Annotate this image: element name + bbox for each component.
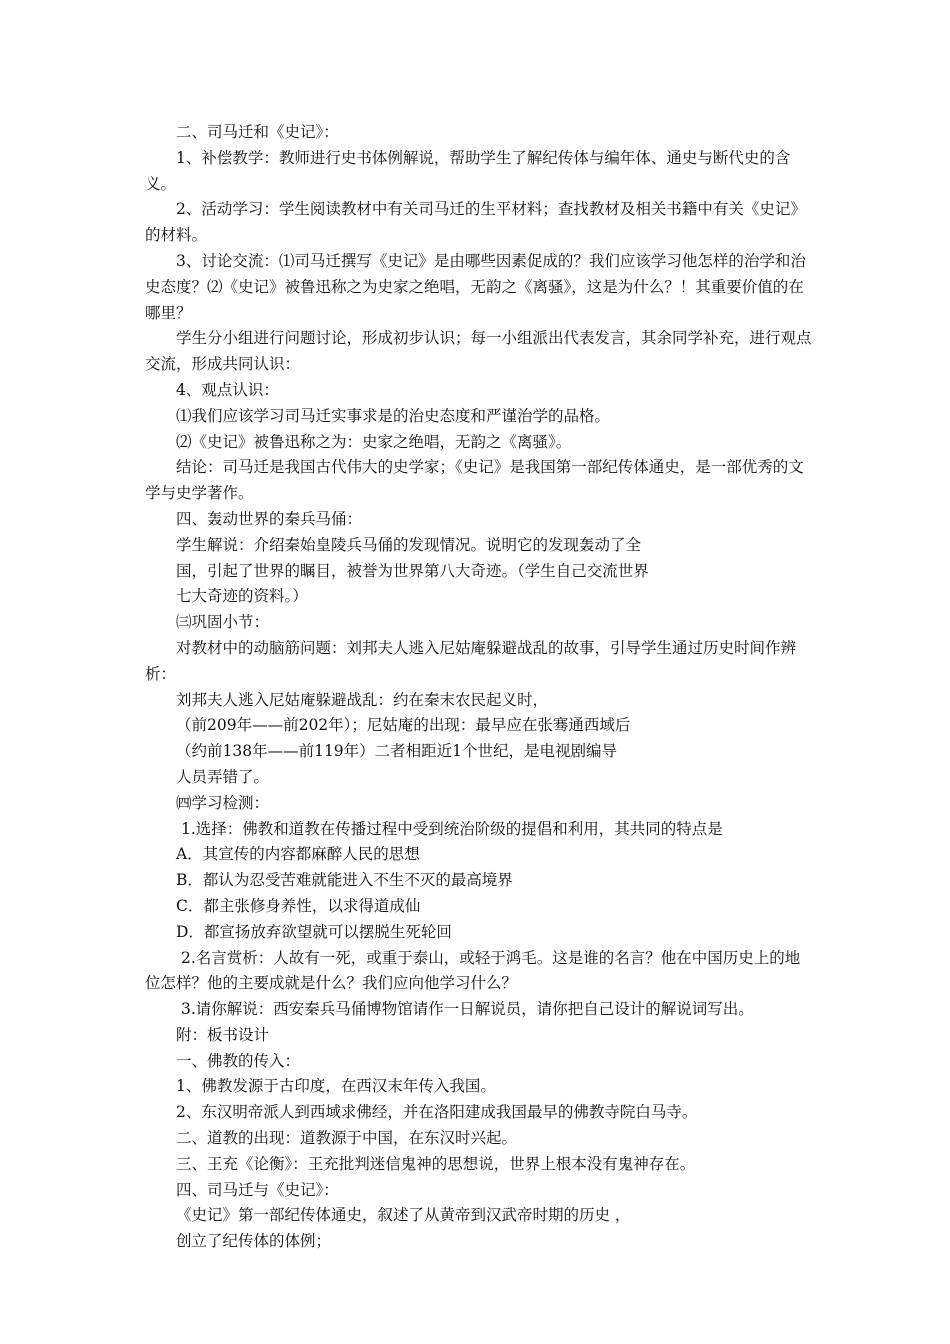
paragraph: 3、讨论交流：⑴司马迁撰写《史记》是由哪些因素促成的？我们应该学习他怎样的治学和治史态度？⑵《史记》被鲁迅称之为史家之绝唱，无韵之《离骚》，这是为什么？！其重要价值的在哪里？ [145, 251, 806, 322]
paragraph: 二、道教的出现：道教源于中国，在东汉时兴起。 [176, 1129, 518, 1148]
paragraph: 1、补偿教学：教师进行史书体例解说，帮助学生了解纪传体与编年体、通史与断代史的含义。 [145, 148, 791, 193]
paragraph: 学生解说：介绍秦始皇陵兵马俑的发现情况。说明它的发现轰动了全 [176, 535, 642, 554]
paragraph: 人员弄错了。 [176, 767, 270, 786]
paragraph: 一、佛教的传入： [176, 1051, 301, 1070]
paragraph: 附：板书设计 [176, 1025, 270, 1044]
paragraph: 学生分小组进行问题讨论，形成初步认识；每一小组派出代表发言，其余同学补充，进行观点交流，形成共同认识： [145, 329, 812, 374]
paragraph: 三、王充《论衡》：王充批判迷信鬼神的思想说，世界上根本没有鬼神存在。 [176, 1154, 696, 1173]
paragraph: 结论：司马迁是我国古代伟大的史学家；《史记》是我国第一部纪传体通史，是一部优秀的文学与史学著作。 [145, 458, 804, 503]
paragraph: 1、佛教发源于古印度，在西汉末年传入我国。 [176, 1077, 496, 1096]
paragraph: C．都主张修身养性，以求得道成仙 [176, 896, 421, 915]
paragraph: 1.选择：佛教和道教在传播过程中受到统治阶级的提倡和利用，其共同的特点是 [181, 819, 723, 838]
document-body [145, 120, 815, 1255]
paragraph: 2、东汉明帝派人到西域求佛经，并在洛阳建成我国最早的佛教寺院白马寺。 [176, 1103, 698, 1122]
paragraph: ⑴我们应该学习司马迁实事求是的治史态度和严谨治学的品格。 [176, 406, 611, 425]
paragraph: 对教材中的动脑筋问题：刘邦夫人逃入尼姑庵躲避战乱的故事，引导学生通过历史时间作辨析： [145, 638, 797, 683]
paragraph: ㈣学习检测： [176, 793, 270, 812]
paragraph: 《史记》第一部纪传体通史，叙述了从黄帝到汉武帝时期的历史 ， [176, 1206, 631, 1225]
paragraph: ⑵《史记》被鲁迅称之为：史家之绝唱，无韵之《离骚》。 [176, 432, 572, 451]
paragraph: （约前138年——前119年）二者相距近1个世纪，是电视剧编导 [176, 742, 618, 761]
paragraph: 2、活动学习：学生阅读教材中有关司马迁的生平材料；查找教材及相关书籍中有关《史记》的材料。 [145, 200, 806, 245]
paragraph: 二、司马迁和《史记》： [176, 123, 339, 141]
paragraph: 2.名言赏析：人故有一死，或重于泰山，或轻于鸿毛。这是谁的名言？他在中国历史上的地位怎样？他的主要成就是什么？我们应向他学习什么？ [145, 948, 801, 993]
paragraph: 3.请你解说：西安秦兵马俑博物馆请作一日解说员，请你把自己设计的解说词写出。 [181, 1000, 754, 1019]
paragraph: 七大奇迹的资料。） [176, 587, 308, 606]
paragraph: B．都认为忍受苦难就能进入不生不灭的最高境界 [176, 871, 513, 890]
paragraph: 刘邦夫人逃入尼姑庵躲避战乱：约在秦末农民起义时， [176, 690, 549, 709]
paragraph: D．都宣扬放弃欲望就可以摆脱生死轮回 [176, 922, 452, 941]
paragraph: ㈢巩固小节： [176, 613, 270, 632]
paragraph: 创立了纪传体的体例； [176, 1232, 332, 1251]
paragraph: 国，引起了世界的瞩目，被誉为世界第八大奇迹。（学生自己交流世界 [176, 561, 649, 580]
paragraph: 4、观点认识： [176, 380, 279, 399]
paragraph: （前209年——前202年）；尼姑庵的出现：最早应在张骞通西域后 [176, 716, 631, 735]
paragraph: A．其宣传的内容都麻醉人民的思想 [176, 845, 420, 864]
paragraph: 四、司马迁与《史记》： [176, 1180, 339, 1199]
paragraph: 四、轰动世界的秦兵马俑： [176, 509, 363, 528]
